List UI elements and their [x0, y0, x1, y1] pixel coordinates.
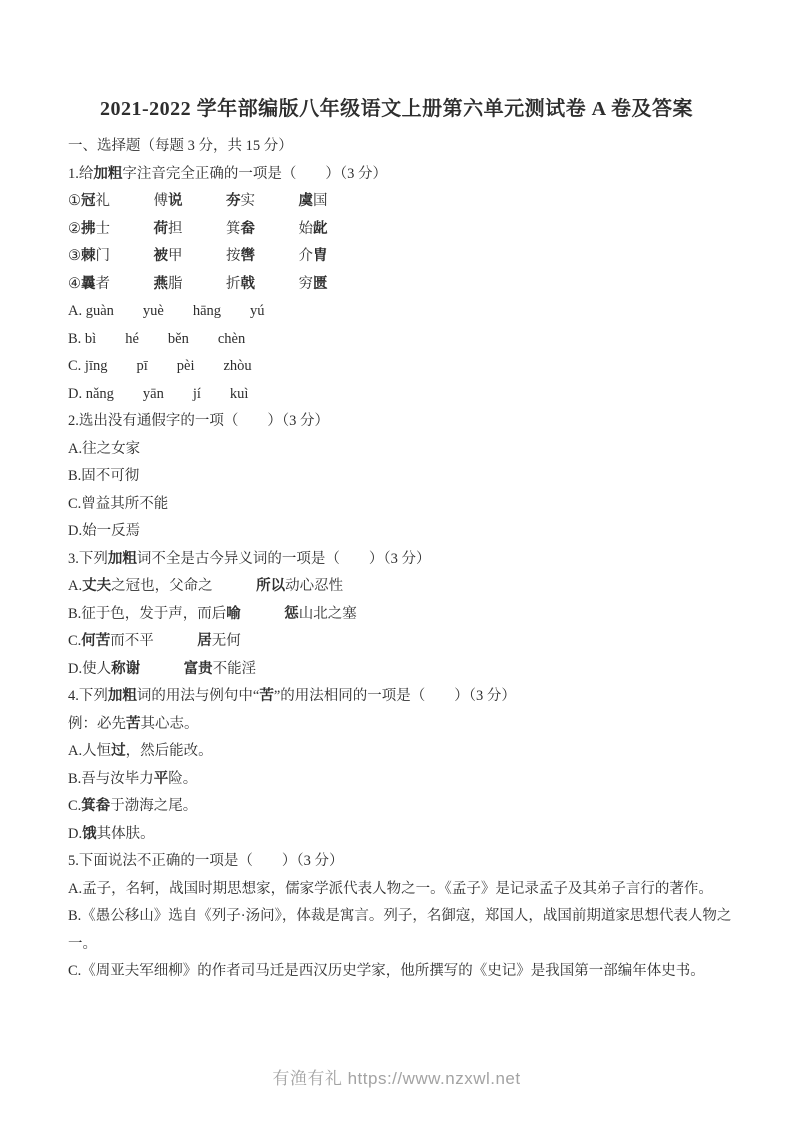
text-segment: 礼 傅 [95, 193, 168, 209]
bold-text-segment: 平 [153, 770, 169, 787]
q4-option-d [68, 821, 732, 849]
text-segment: ① [68, 193, 81, 209]
q3-option-d [68, 656, 732, 684]
bold-text-segment: 所以 [256, 578, 286, 594]
q4-option-b [68, 766, 732, 794]
text-segment: 甲 按 [168, 248, 241, 264]
bold-text-segment: 过 [111, 743, 126, 759]
bold-text-segment: 夯 [226, 193, 241, 209]
text-segment: 于渤海之尾。 [110, 798, 198, 814]
text-segment: 介 [255, 248, 313, 264]
document-lines [68, 133, 732, 986]
text-segment: 词的用法与例句中“ [136, 688, 260, 704]
text-segment: 词不全是古今异义词的一项是（ ）（3 分） [136, 550, 431, 567]
bold-text-segment: 龀 [313, 220, 328, 237]
q2-option-a [68, 436, 732, 464]
q2-option-c [68, 491, 732, 519]
q4-stem [68, 683, 732, 711]
text-segment: B.征于色，发于声，而后 [68, 605, 227, 622]
bold-text-segment: 居 [197, 633, 212, 649]
bold-text-segment: 称谢 [111, 660, 141, 677]
text-segment: C.《周亚夫军细柳》的作者司马迁是西汉历史学家，他所撰写的《史记》是我国第一部编年体史书。 [68, 963, 705, 979]
text-segment: 担 箕 [168, 220, 241, 237]
bold-text-segment: 匮 [313, 275, 328, 292]
text-segment: 脂 折 [168, 275, 241, 292]
section-1-heading [68, 133, 732, 161]
bold-text-segment: 曩 [81, 275, 96, 292]
bold-text-segment: 胄 [313, 248, 328, 264]
q4-option-a [68, 738, 732, 766]
q1-word-group-1 [68, 188, 732, 216]
bold-text-segment: 虞 [298, 193, 313, 209]
text-segment: D. nǎng yān jí kuì [68, 385, 249, 402]
bold-text-segment: 箕畚 [81, 798, 111, 814]
text-segment: C.曾益其所不能 [68, 495, 169, 512]
text-segment: A.人恒 [68, 743, 112, 759]
text-segment: 无何 [211, 633, 241, 649]
text-segment: 2.选出没有通假字的一项（ ）（3 分） [68, 413, 329, 429]
bold-text-segment: 棘 [81, 248, 96, 264]
text-segment: 士 [95, 220, 154, 237]
text-segment: D.使人 [68, 660, 112, 677]
text-segment: ”的用法相同的一项是（ ）（3 分） [273, 688, 516, 704]
q4-option-c [68, 793, 732, 821]
bold-text-segment: 荷 [153, 220, 168, 237]
text-segment: B.《愚公移山》选自《列子·汤问》，体裁是寓言。列子，名御寇，郑国人，战国前期道家思想代表人物之一。 [68, 908, 732, 952]
text-segment: 山北之塞 [298, 605, 357, 622]
q1-stem [68, 161, 732, 189]
text-segment: 字注音完全正确的一项是（ ）（3 分） [122, 165, 387, 182]
q3-option-a [68, 573, 732, 601]
text-segment: A.往之女家 [68, 440, 141, 457]
bold-text-segment: 拂 [81, 220, 96, 237]
q1-option-c [68, 353, 732, 381]
text-segment: 实 [240, 193, 299, 209]
text-segment: D. [68, 825, 83, 842]
text-segment [241, 606, 285, 622]
text-segment: A. [68, 578, 83, 594]
bold-text-segment: 何苦 [81, 633, 111, 649]
text-segment: A. guàn yuè hāng yú [68, 303, 265, 319]
q1-option-b [68, 326, 732, 354]
bold-text-segment: 加粗 [93, 165, 123, 182]
q4-example [68, 711, 732, 739]
text-segment: 动心忍性 [285, 578, 344, 594]
bold-text-segment: 被 [153, 248, 168, 264]
q5-option-a [68, 876, 732, 904]
q2-option-b [68, 463, 732, 491]
text-segment: 例：必先 [68, 715, 126, 732]
bold-text-segment: 加粗 [107, 550, 137, 567]
q3-option-b [68, 601, 732, 629]
text-segment: ③ [68, 248, 81, 264]
bold-text-segment: 畚 [240, 220, 255, 237]
page-title: 2021-2022 学年部编版八年级语文上册第六单元测试卷 A 卷及答案 [100, 98, 693, 120]
text-segment: C. jīng pī pèi zhòu [68, 358, 252, 374]
text-segment: C. [68, 798, 82, 814]
text-segment: 其体肤。 [96, 825, 155, 842]
text-segment: 险。 [168, 770, 198, 787]
q2-stem [68, 408, 732, 436]
text-segment: D.始一反焉 [68, 523, 141, 539]
text-segment: B.固不可彻 [68, 468, 140, 484]
text-segment: 之冠也，父命之 [111, 578, 257, 594]
text-segment: B. bì hé běn chèn [68, 330, 246, 347]
q1-option-a [68, 298, 732, 326]
text-segment: 者 [95, 275, 154, 292]
text-segment: 其心志。 [140, 715, 199, 732]
bold-text-segment: 加粗 [107, 688, 137, 704]
bold-text-segment: 辔 [240, 248, 255, 264]
bold-text-segment: 丈夫 [82, 578, 112, 594]
text-segment: 门 [95, 248, 154, 264]
text-segment: 始 [255, 220, 313, 237]
q1-word-group-3 [68, 243, 732, 271]
text-segment: 一、选择题（每题 3 分，共 15 分） [68, 138, 293, 154]
text-segment: ② [68, 220, 81, 237]
q5-option-b [68, 903, 732, 958]
bold-text-segment: 戟 [240, 275, 255, 292]
bold-text-segment: 说 [168, 193, 183, 209]
text-segment [140, 661, 184, 677]
text-segment [183, 193, 227, 209]
bold-text-segment: 苦 [126, 715, 141, 732]
q1-option-d [68, 381, 732, 409]
footer-site-link: 有渔有礼 https://www.nzxwl.net [272, 1069, 521, 1088]
q5-option-c [68, 958, 732, 986]
text-segment: 1.给 [68, 165, 94, 182]
bold-text-segment: 苦 [259, 688, 274, 704]
q3-stem [68, 546, 732, 574]
q3-option-c [68, 628, 732, 656]
text-segment: B.吾与汝毕力 [68, 770, 154, 787]
bold-text-segment: 惩 [284, 605, 299, 622]
bold-text-segment: 燕 [153, 275, 168, 292]
text-segment: C. [68, 633, 82, 649]
text-segment: 国 [313, 193, 328, 209]
bold-text-segment: 冠 [81, 193, 96, 209]
text-segment: 5.下面说法不正确的一项是（ ）（3 分） [68, 853, 344, 869]
text-segment: 4.下列 [68, 688, 108, 704]
bold-text-segment: 富贵 [183, 660, 213, 677]
q5-stem [68, 848, 732, 876]
text-segment: 3.下列 [68, 550, 108, 567]
text-segment: 而不平 [110, 633, 198, 649]
bold-text-segment: 喻 [226, 605, 241, 622]
text-segment: ，然后能改。 [125, 743, 213, 759]
text-segment: ④ [68, 275, 81, 292]
q1-word-group-2 [68, 216, 732, 244]
bold-text-segment: 饿 [82, 825, 97, 842]
q2-option-d [68, 518, 732, 546]
text-segment: A.孟子，名轲，战国时期思想家，儒家学派代表人物之一。《孟子》是记录孟子及其弟子言行的著作。 [68, 880, 713, 897]
text-segment: 穷 [255, 275, 313, 292]
text-segment: 不能淫 [212, 660, 257, 677]
q1-word-group-4 [68, 271, 732, 299]
